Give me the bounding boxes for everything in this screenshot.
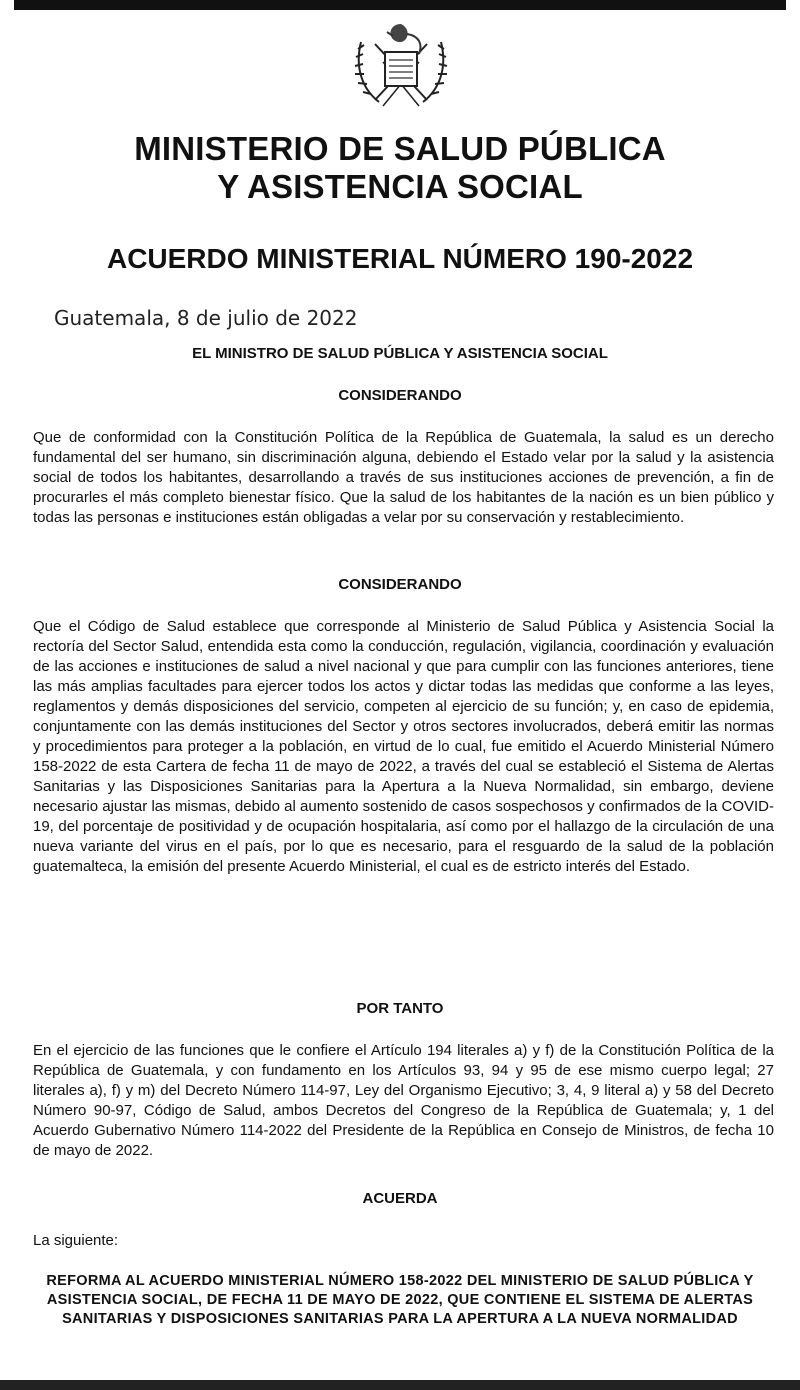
place-date: Guatemala, 8 de julio de 2022 xyxy=(54,306,358,330)
section-heading: CONSIDERANDO xyxy=(338,576,462,593)
resolution-title: REFORMA AL ACUERDO MINISTERIAL NÚMERO 158-2022 DEL MINISTERIO DE SALUD PÚBLICA Y ASISTENCIA SOCIAL, DE FECHA 11 DE MAYO DE 2022, QUE CONTIENE EL SISTEMA DE ALERTAS SANITARIAS Y DISPOSICIONES SANITARIAS PARA LA APERTURA A LA NUEVA NORMALIDAD xyxy=(46,1273,754,1327)
section-text: La siguiente: xyxy=(33,1232,119,1249)
decree-title: ACUERDO MINISTERIAL NÚMERO 190-2022 xyxy=(106,243,694,274)
top-border xyxy=(14,0,786,10)
section-text: En el ejercicio de las funciones que le confiere el Artículo 194 literales a) y f) de la Constitución Política de la República de Guatemala, y con fundamento en los Artículos 93, 94 y 95 de ese mismo cuerpo legal; 27 literales a), f) y m) del Decreto Número 114-97, Ley del Organismo Ejecutivo; 3, 4, 9 literal a) y 58 del Decreto Número 90-97, Código de Salud, ambos Decretos del Congreso de la República de Guatemala; y, 1 del Acuerdo Gubernativo Número 114-2022 del Presidente de la República en Consejo de Ministros, de fecha 10 de mayo de 2022. xyxy=(33,1042,774,1159)
ministry-title xyxy=(0,130,800,206)
section-text: Que el Código de Salud establece que corresponde al Ministerio de Salud Pública y Asistencia Social la rectoría del Sector Salud, entendida esta como la conducción, regulación, vigilancia, coordinación y evaluación de las acciones e instituciones de salud a nivel nacional y que para cumplir con las funciones anteriores, tiene las más amplias facultades para ejercer todos los actos y dictar todas las medidas que conforme a las leyes, reglamentos y demás disposiciones del servicio, competen al ejercicio de su función; y, en caso de epidemia, conjuntamente con las demás instituciones del Sector y otros sectores involucrados, deberá emitir las normas y procedimientos para proteger a la población, en virtud de lo cual, fue emitido el Acuerdo Ministerial Número 158-2022 de esta Cartera de fecha 11 de mayo de 2022, a través del cual se estableció el Sistema de Alertas Sanitarias y las Disposiciones Sanitarias para la Apertura a la Nueva Normalidad, sin embargo, deviene necesario ajustar las mismas, debido al aumento sostenido de casos sospechosos y confirmados de la COVID-19, del porcentaje de positividad y de ocupación hospitalaria, así como por el hallazgo de la circulación de una nueva variante del virus en el país, por lo que es necesario, para el resguardo de la salud de la población guatemalteca, la emisión del presente Acuerdo Ministerial, el cual es de estricto interés del Estado. xyxy=(33,618,774,875)
section-heading: POR TANTO xyxy=(356,1000,444,1017)
section-heading: CONSIDERANDO xyxy=(338,387,462,404)
guatemala-coat-of-arms-icon xyxy=(349,14,453,114)
section-heading: ACUERDA xyxy=(362,1190,438,1207)
bottom-border xyxy=(0,1380,800,1390)
ministry-title-line1: MINISTERIO DE SALUD PÚBLICA xyxy=(134,130,666,167)
section-text: Que de conformidad con la Constitución Política de la República de Guatemala, la salud es un derecho fundamental del ser humano, sin discriminación alguna, debiendo el Estado velar por la salud y la asistencia social de todos los habitantes, desarrollando a través de sus instituciones acciones de prevención, a fin de procurarles el más completo bienestar físico. Que la salud de los habitantes de la nación es un bien público y todas las personas e instituciones están obligadas a velar por su conservación y restablecimiento. xyxy=(33,429,774,526)
ministry-title-line2: Y ASISTENCIA SOCIAL xyxy=(217,168,583,205)
authority-heading: EL MINISTRO DE SALUD PÚBLICA Y ASISTENCIA SOCIAL xyxy=(192,345,608,362)
